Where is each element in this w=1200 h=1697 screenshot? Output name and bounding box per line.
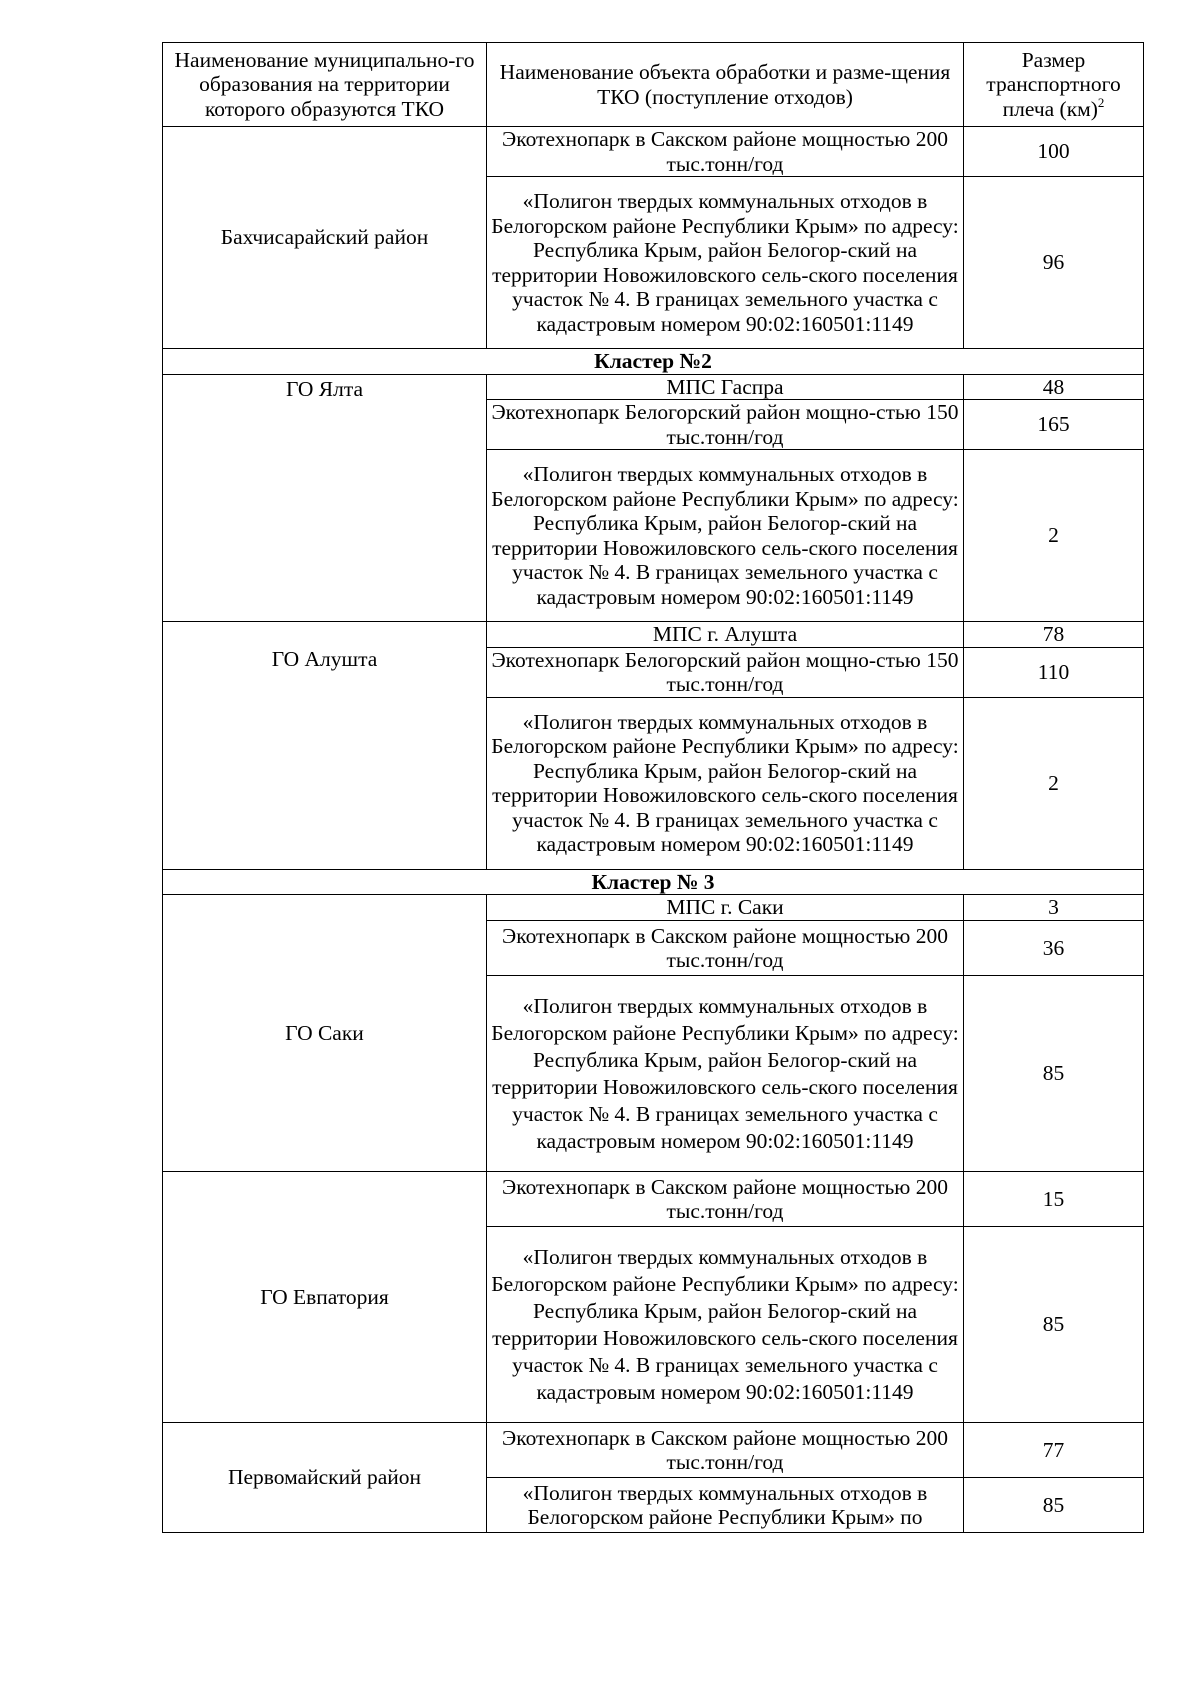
distance-value: 2 (964, 697, 1144, 869)
header-distance (964, 43, 1144, 127)
table-header-row (163, 43, 1144, 127)
distance-value: 15 (964, 1172, 1144, 1227)
object-cell: Экотехнопарк в Сакском районе мощностью 200 тыс.тонн/год (487, 127, 964, 177)
table-row (163, 1423, 1144, 1478)
object-cell: «Полигон твердых коммунальных отходов в Белогорском районе Республики Крым» по (487, 1478, 964, 1533)
distance-value: 36 (964, 921, 1144, 976)
header-distance-text: Размер транспортного плеча (км) (986, 47, 1121, 121)
table-row (163, 127, 1144, 177)
table-row (163, 374, 1144, 400)
distance-value: 96 (964, 177, 1144, 349)
object-cell: Экотехнопарк в Сакском районе мощностью 200 тыс.тонн/год (487, 1423, 964, 1478)
table-row (163, 1172, 1144, 1227)
header-footnote-mark: 2 (1097, 94, 1105, 110)
municipality-evpatoria: ГО Евпатория (163, 1172, 487, 1423)
waste-transport-table (162, 42, 1144, 1533)
object-cell: «Полигон твердых коммунальных отходов в Белогорском районе Республики Крым» по адресу: Республика Крым, район Белогор-ский на территории Новожиловского сель-ского поселения участок № 4. В границах земельного участка с кадастровым номером 90:02:160501:1149 (487, 177, 964, 349)
cluster-2-heading: Кластер №2 (163, 349, 1144, 375)
distance-value: 100 (964, 127, 1144, 177)
object-cell: «Полигон твердых коммунальных отходов в Белогорском районе Республики Крым» по адресу: Республика Крым, район Белогор-ский на территории Новожиловского сель-ского поселения участок № 4. В границах земельного участка с кадастровым номером 90:02:160501:1149 (487, 976, 964, 1172)
distance-value: 3 (964, 895, 1144, 921)
distance-value: 78 (964, 622, 1144, 648)
object-cell: «Полигон твердых коммунальных отходов в Белогорском районе Республики Крым» по адресу: Республика Крым, район Белогор-ский на территории Новожиловского сель-ского поселения участок № 4. В границах земельного участка с кадастровым номером 90:02:160501:1149 (487, 697, 964, 869)
cluster-row (163, 349, 1144, 375)
municipality-bakhchisaray: Бахчисарайский район (163, 127, 487, 349)
object-cell: Экотехнопарк в Сакском районе мощностью 200 тыс.тонн/год (487, 1172, 964, 1227)
distance-value: 77 (964, 1423, 1144, 1478)
municipality-yalta: ГО Ялта (163, 374, 487, 622)
header-object: Наименование объекта обработки и разме-щения ТКО (поступление отходов) (487, 43, 964, 127)
distance-value: 85 (964, 1478, 1144, 1533)
distance-value: 85 (964, 976, 1144, 1172)
distance-value: 165 (964, 400, 1144, 450)
object-cell: Экотехнопарк в Сакском районе мощностью 200 тыс.тонн/год (487, 921, 964, 976)
municipality-saki: ГО Саки (163, 895, 487, 1172)
object-cell: МПС г. Саки (487, 895, 964, 921)
object-cell: Экотехнопарк Белогорский район мощно-стью 150 тыс.тонн/год (487, 400, 964, 450)
cluster-3-heading: Кластер № 3 (163, 869, 1144, 895)
table-row (163, 622, 1144, 648)
municipality-alushta: ГО Алушта (163, 622, 487, 870)
object-cell: МПС г. Алушта (487, 622, 964, 648)
cluster-row (163, 869, 1144, 895)
distance-value: 48 (964, 374, 1144, 400)
object-cell: «Полигон твердых коммунальных отходов в Белогорском районе Республики Крым» по адресу: Республика Крым, район Белогор-ский на территории Новожиловского сель-ского поселения участок № 4. В границах земельного участка с кадастровым номером 90:02:160501:1149 (487, 1227, 964, 1423)
distance-value: 2 (964, 450, 1144, 622)
municipality-pervomaisky: Первомайский район (163, 1423, 487, 1533)
table-row (163, 895, 1144, 921)
header-municipality: Наименование муниципально-го образования на территории которого образуются ТКО (163, 43, 487, 127)
object-cell: Экотехнопарк Белогорский район мощно-стью 150 тыс.тонн/год (487, 647, 964, 697)
distance-value: 110 (964, 647, 1144, 697)
object-cell: МПС Гаспра (487, 374, 964, 400)
object-cell: «Полигон твердых коммунальных отходов в Белогорском районе Республики Крым» по адресу: Республика Крым, район Белогор-ский на территории Новожиловского сель-ского поселения участок № 4. В границах земельного участка с кадастровым номером 90:02:160501:1149 (487, 450, 964, 622)
distance-value: 85 (964, 1227, 1144, 1423)
